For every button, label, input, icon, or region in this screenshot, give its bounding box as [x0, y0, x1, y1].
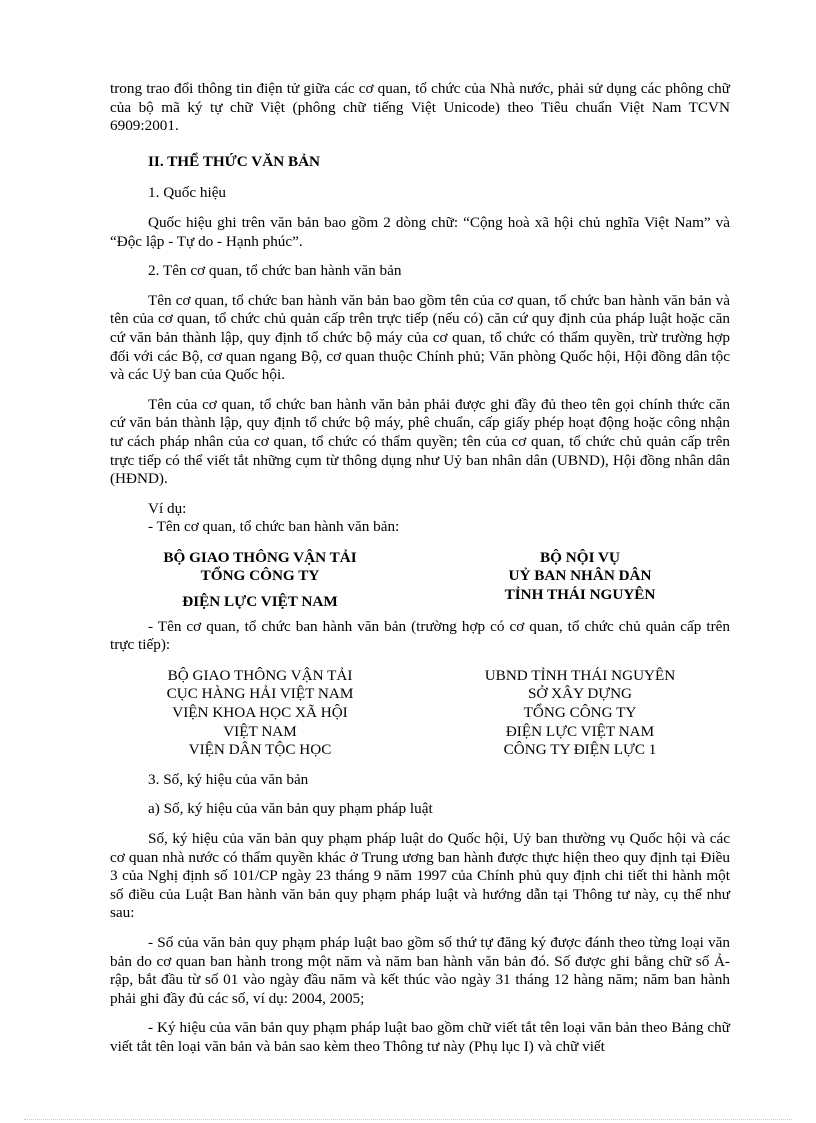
- org-line: BỘ GIAO THÔNG VẬN TẢI: [163, 548, 357, 566]
- paragraph-quoc-hieu: Quốc hiệu ghi trên văn bản bao gồm 2 dòng chữ: “Cộng hoà xã hội chủ nghĩa Việt Nam” và “Độc lập - Tự do - Hạnh phúc”.: [110, 213, 730, 250]
- example-1-caption: - Tên cơ quan, tổ chức ban hành văn bản:: [148, 518, 400, 536]
- org-line: BỘ GIAO THÔNG VẬN TẢI: [167, 666, 353, 684]
- org-line: TỔNG CÔNG TY: [200, 567, 320, 585]
- example-1-block: [110, 549, 730, 612]
- paragraph-so-ky-hieu-1: Số, ký hiệu của văn bản quy phạm pháp luật do Quốc hội, Uỷ ban thường vụ Quốc hội và các cơ quan nhà nước có thẩm quyền khác ở Trung ương ban hành được thực hiện theo quy định tại Điều 3 của Nghị định số 101/CP ngày 23 tháng 9 năm 1997 của Chính phủ quy định chi tiết thi hành một số điều của Luật Ban hành văn bản quy phạm pháp luật và hướng dẫn tại Thông tư này, cụ thể như sau:: [110, 830, 730, 922]
- example-2-block: [110, 667, 730, 760]
- item-heading-3: 3. Số, ký hiệu của văn bản: [148, 770, 309, 788]
- item-heading-2: 2. Tên cơ quan, tổ chức ban hành văn bản: [148, 262, 402, 280]
- org-line: CÔNG TY ĐIỆN LỰC 1: [503, 741, 657, 759]
- example-2-right: [430, 667, 730, 760]
- org-line: VIỆN DÂN TỘC HỌC: [188, 741, 332, 759]
- paragraph-ten-co-quan-2: Tên của cơ quan, tổ chức ban hành văn bản phải được ghi đầy đủ theo tên gọi chính thức căn cứ văn bản thành lập, quy định tổ chức bộ máy, phê chuẩn, cấp giấy phép hoạt động hoặc công nhận tư cách pháp nhân của cơ quan, tổ chức có thẩm quyền; tên của cơ quan, tổ chức chủ quản cấp trên trực tiếp có thể viết tắt những cụm từ thông dụng như Uỷ ban nhân dân (UBND), Hội đồng nhân dân (HĐND).: [110, 395, 730, 488]
- example-2-left: [110, 667, 410, 760]
- org-line: ĐIỆN LỰC VIỆT NAM: [505, 722, 655, 740]
- org-line: CỤC HÀNG HẢI VIỆT NAM: [166, 685, 354, 703]
- org-line: VIỆT NAM: [223, 722, 297, 740]
- org-line: TỈNH THÁI NGUYÊN: [504, 586, 656, 604]
- org-line: UBND TỈNH THÁI NGUYÊN: [484, 666, 676, 684]
- example-label: Ví dụ:: [148, 499, 187, 517]
- page-bottom-rule: [24, 1119, 792, 1120]
- org-line: ĐIỆN LỰC VIỆT NAM: [182, 593, 338, 611]
- paragraph-ten-co-quan-1: Tên cơ quan, tổ chức ban hành văn bản bao gồm tên của cơ quan, tổ chức ban hành văn bản và tên của cơ quan, tổ chức chủ quản cấp trên trực tiếp (nếu có) căn cứ quy định của pháp luật hoặc căn cứ văn bản thành lập, quy định tổ chức bộ máy của cơ quan, tổ chức có thẩm quyền, trừ trường hợp đối với các Bộ, cơ quan ngang Bộ, cơ quan thuộc Chính phủ; Văn phòng Quốc hội, Hội đồng dân tộc và các Uỷ ban của Quốc hội.: [110, 291, 730, 384]
- org-line: VIỆN KHOA HỌC XÃ HỘI: [172, 704, 348, 722]
- document-page: [110, 80, 730, 1057]
- example-1-left: [110, 549, 410, 612]
- org-line: SỞ XÂY DỰNG: [527, 685, 633, 703]
- section-heading: II. THỂ THỨC VĂN BẢN: [148, 152, 321, 170]
- org-line: TỔNG CÔNG TY: [523, 704, 637, 722]
- org-line: UỶ BAN NHÂN DÂN: [508, 567, 652, 585]
- org-line: BỘ NỘI VỤ: [540, 548, 620, 566]
- paragraph-so-ky-hieu-3: - Ký hiệu của văn bản quy phạm pháp luật bao gồm chữ viết tắt tên loại văn bản theo Bảng chữ viết tắt tên loại văn bản và bản sao kèm theo Thông tư này (Phụ lục I) và chữ viết: [110, 1019, 730, 1055]
- item-heading-1: 1. Quốc hiệu: [148, 184, 227, 202]
- paragraph-so-ky-hieu-2: - Số của văn bản quy phạm pháp luật bao gồm số thứ tự đăng ký được đánh theo từng loại văn bản do cơ quan ban hành trong một năm và năm ban hành văn bản đó. Số được ghi bằng chữ số Ả-rập, bắt đầu từ số 01 vào ngày đầu năm và kết thúc vào ngày 31 tháng 12 hàng năm; năm ban hành phải ghi đầy đủ các số, ví dụ: 2004, 2005;: [110, 933, 730, 1007]
- paragraph-intro: trong trao đổi thông tin điện tử giữa các cơ quan, tổ chức của Nhà nước, phải sử dụng các phông chữ của bộ mã ký tự chữ Việt (phông chữ tiếng Việt Unicode) theo Tiêu chuẩn Việt Nam TCVN 6909:2001.: [110, 80, 730, 135]
- example-1-right: [430, 549, 730, 612]
- example-2-caption: - Tên cơ quan, tổ chức ban hành văn bản (trường hợp có cơ quan, tổ chức chủ quản cấp trên trực tiếp):: [110, 617, 730, 654]
- item-heading-3a: a) Số, ký hiệu của văn bản quy phạm pháp luật: [148, 800, 433, 818]
